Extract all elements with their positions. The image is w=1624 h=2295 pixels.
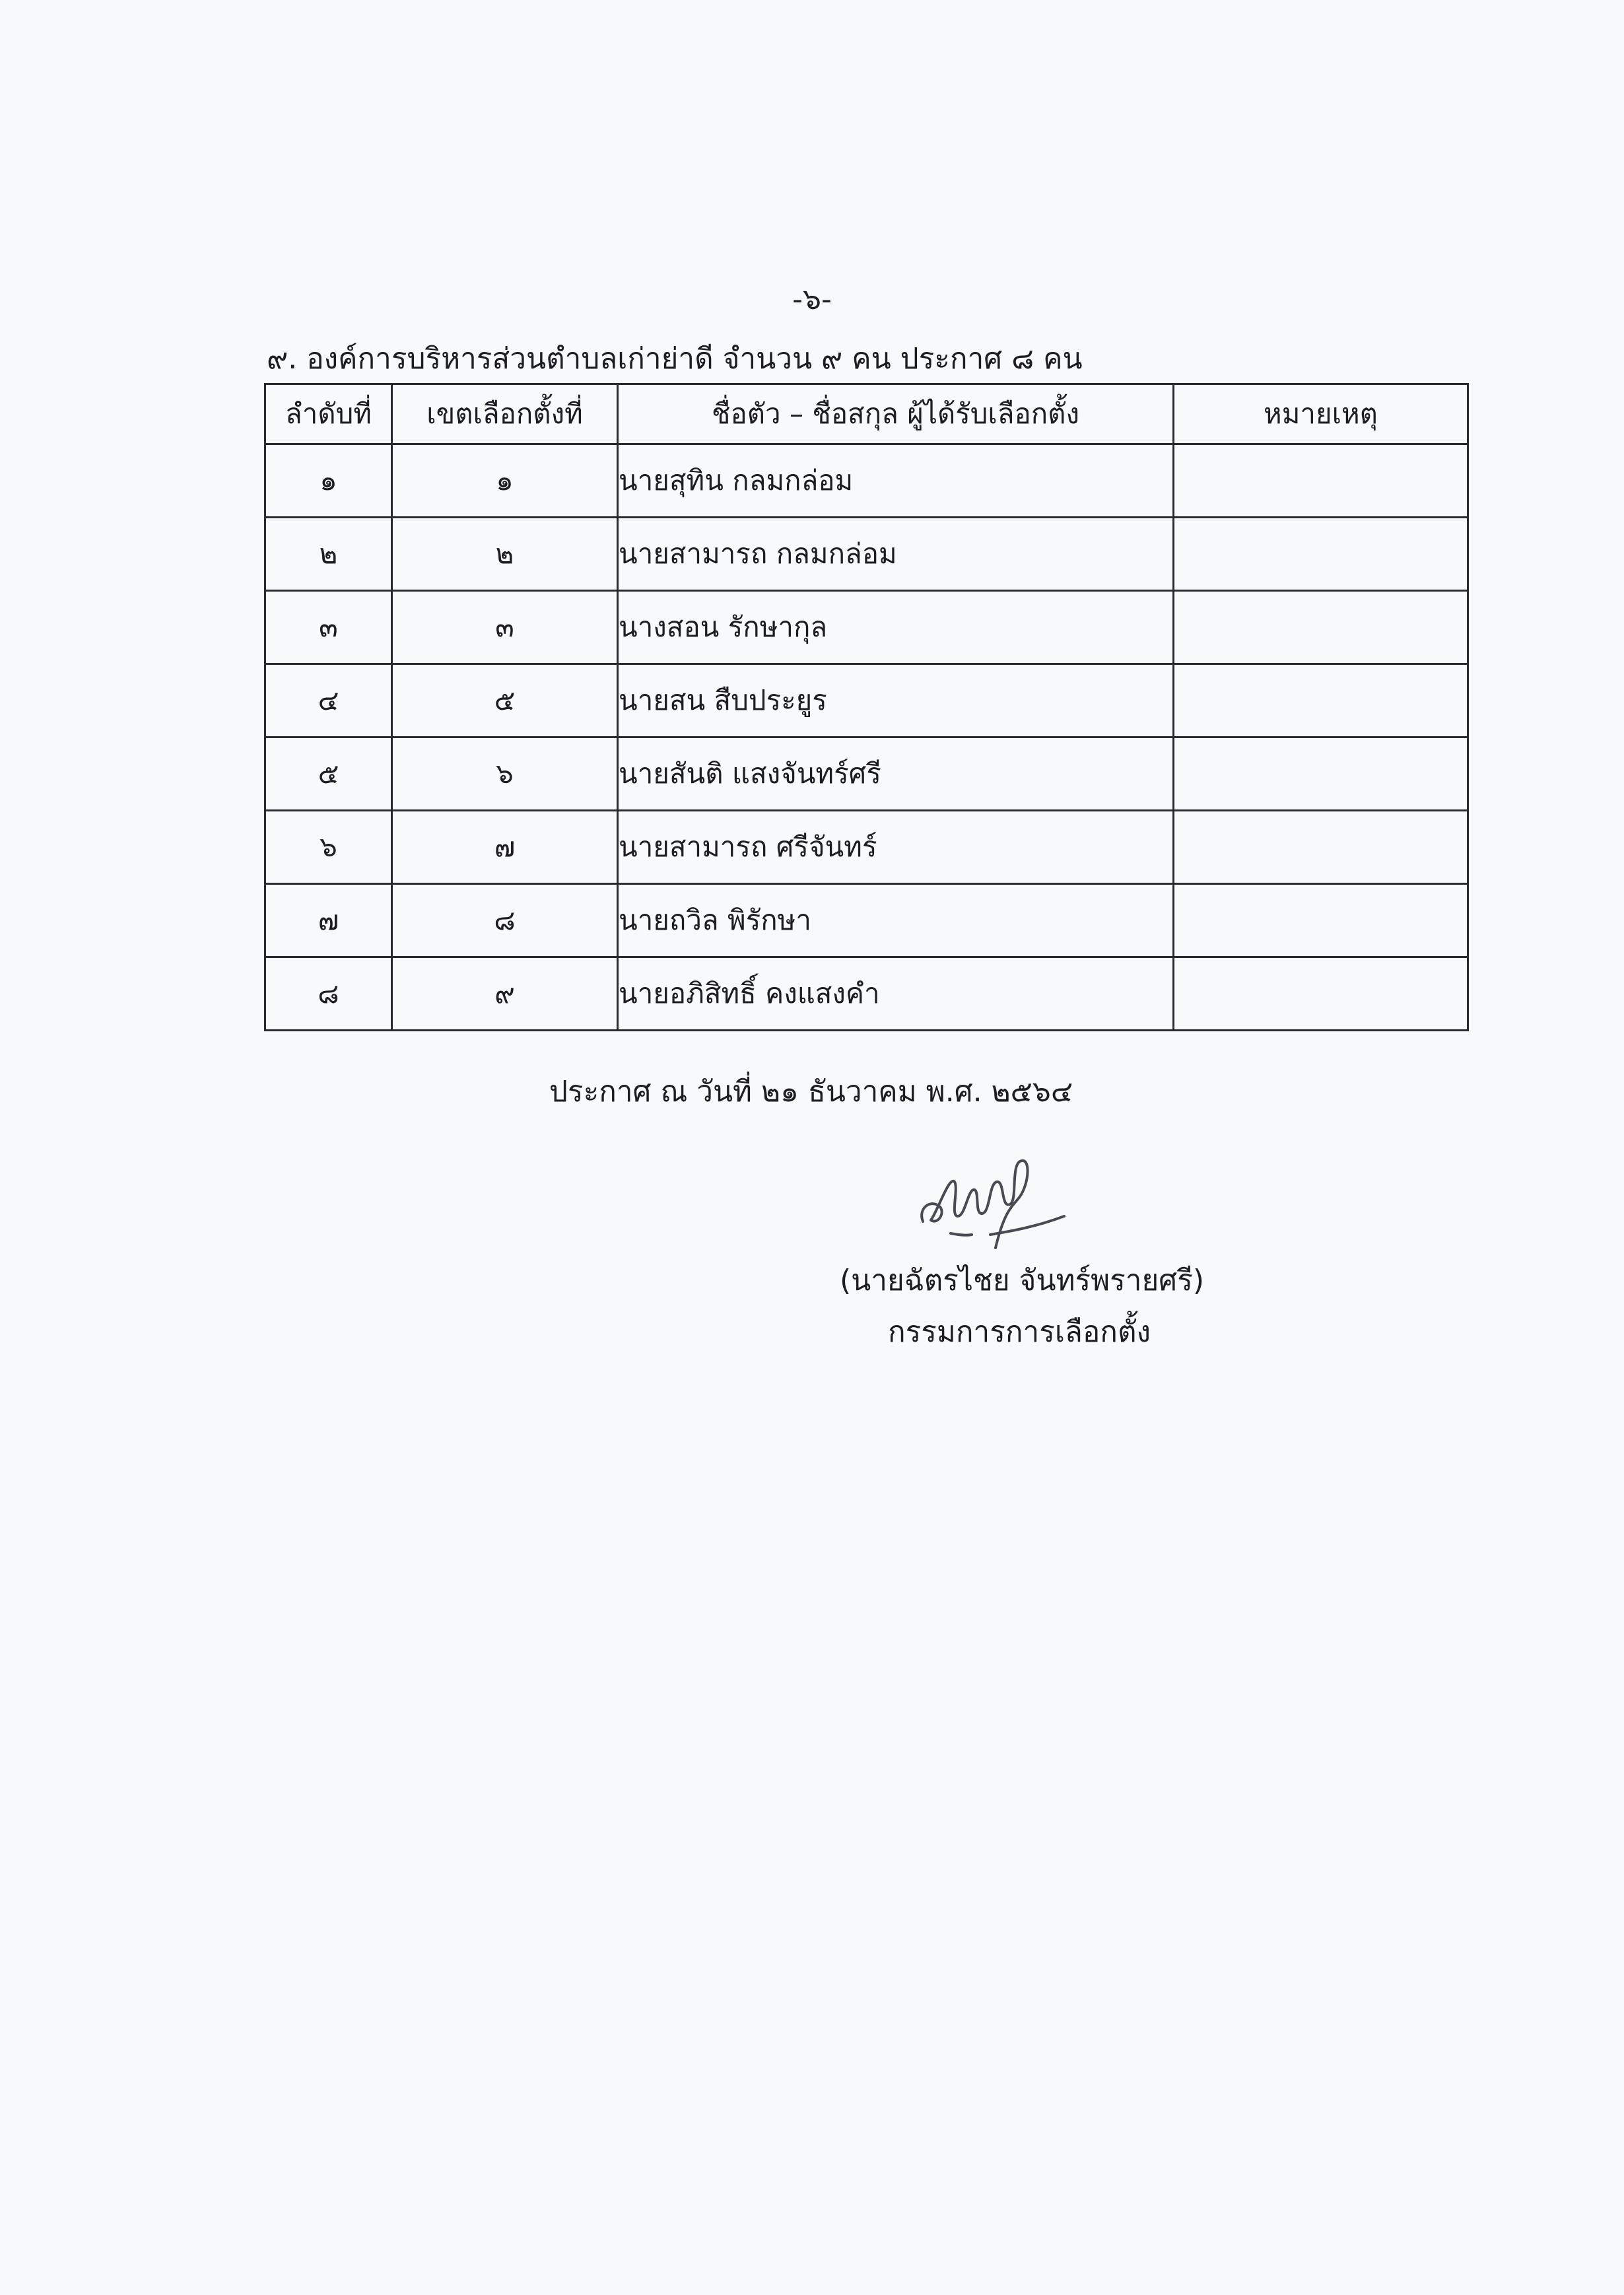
cell-seq: ๔ — [265, 664, 392, 737]
table-row — [265, 884, 1468, 957]
results-table — [264, 383, 1469, 1031]
header-name: ชื่อตัว – ชื่อสกุล ผู้ได้รับเลือกตั้ง — [618, 384, 1174, 444]
cell-note — [1174, 811, 1468, 884]
page-number: -๖- — [792, 283, 832, 316]
announcement-date: ประกาศ ณ วันที่ ๒๑ ธันวาคม พ.ศ. ๒๕๖๔ — [549, 1075, 1073, 1109]
cell-name: นายสันติ แสงจันทร์ศรี — [618, 737, 1174, 811]
cell-district: ๒ — [392, 518, 618, 591]
cell-district: ๓ — [392, 591, 618, 664]
cell-name: นายสุทิน กลมกล่อม — [618, 444, 1174, 518]
cell-district: ๙ — [392, 957, 618, 1031]
section-heading: ๙. องค์การบริหารส่วนตำบลเก่าย่าดี จำนวน ๙ คน ประกาศ ๘ คน — [267, 342, 1083, 376]
cell-name: นายถวิล พิรักษา — [618, 884, 1174, 957]
cell-note — [1174, 737, 1468, 811]
cell-district: ๗ — [392, 811, 618, 884]
header-district: เขตเลือกตั้งที่ — [392, 384, 618, 444]
cell-note — [1174, 591, 1468, 664]
handwritten-signature — [911, 1136, 1083, 1268]
cell-seq: ๓ — [265, 591, 392, 664]
cell-name: นายสามารถ ศรีจันทร์ — [618, 811, 1174, 884]
signatory-name: (นายฉัตรไชย จันทร์พรายศรี) — [840, 1264, 1205, 1297]
table-row — [265, 737, 1468, 811]
header-note: หมายเหตุ — [1174, 384, 1468, 444]
cell-district: ๕ — [392, 664, 618, 737]
cell-district: ๘ — [392, 884, 618, 957]
cell-seq: ๖ — [265, 811, 392, 884]
cell-seq: ๘ — [265, 957, 392, 1031]
cell-name: นายสน สืบประยูร — [618, 664, 1174, 737]
cell-district: ๖ — [392, 737, 618, 811]
cell-seq: ๗ — [265, 884, 392, 957]
table-row — [265, 664, 1468, 737]
table-row — [265, 591, 1468, 664]
table-row — [265, 518, 1468, 591]
signatory-title: กรรมการการเลือกตั้ง — [888, 1315, 1151, 1349]
cell-seq: ๑ — [265, 444, 392, 518]
cell-note — [1174, 444, 1468, 518]
cell-note — [1174, 957, 1468, 1031]
cell-note — [1174, 664, 1468, 737]
header-seq: ลำดับที่ — [265, 384, 392, 444]
cell-seq: ๕ — [265, 737, 392, 811]
cell-name: นายสามารถ กลมกล่อม — [618, 518, 1174, 591]
table-row — [265, 444, 1468, 518]
table-header-row — [265, 384, 1468, 444]
cell-name: นางสอน รักษากุล — [618, 591, 1174, 664]
cell-seq: ๒ — [265, 518, 392, 591]
cell-district: ๑ — [392, 444, 618, 518]
cell-note — [1174, 518, 1468, 591]
cell-name: นายอภิสิทธิ์ คงแสงคำ — [618, 957, 1174, 1031]
cell-note — [1174, 884, 1468, 957]
table-row — [265, 957, 1468, 1031]
table-row — [265, 811, 1468, 884]
